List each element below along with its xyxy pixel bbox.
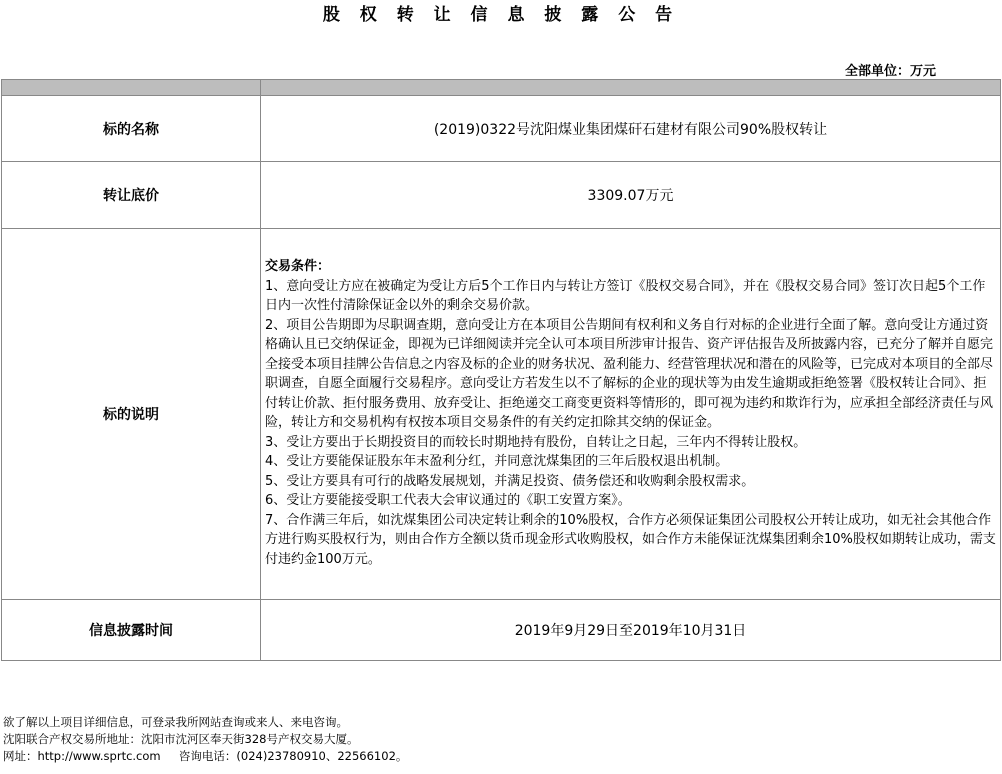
disclosure-table [1,79,1001,661]
conditions-title: 交易条件： [265,259,331,274]
row-target-name [2,96,1001,162]
row-description [2,229,1001,600]
condition-item: 3、受让方要出于长期投资目的而较长时期地持有股份，自转让之日起，三年内不得转让股权。 [265,434,807,450]
condition-item: 2、项目公告期即为尽职调查期，意向受让方在本项目公告期间有权利和义务自行对标的企业进行全面了解。意向受让方通过资格确认且已交纳保证金，即视为已详细阅读并完全认可本项目所涉审计报告、资产评估报告及所披露内容，已充分了解并自愿完全接受本项目挂牌公告信息之内容及标的企业的财务状况、盈利能力、经营管理状况和潜在的风险等，已完成对本项目的全部尽职调查，自愿全面履行交易程序。意向受让方若发生以不了解标的企业的现状等为由发生逾期或拒绝签署《股权转让合同》、拒付转让价款、拒付服务费用、放弃受让、拒绝递交工商变更资料等情形的，即可视为违约和欺诈行为，应承担全部经济责任与风险，转让方和交易机构有权按本项目交易条件的有关约定扣除其交纳的保证金。 [265,317,994,430]
base-price-value: 3309.07万元 [261,162,1001,229]
description-content [261,229,1001,600]
footer-line-contact: 网址：http://www.sprtc.com 咨询电话：(024)23780910、22566102。 [3,749,408,763]
unit-label: 全部单位：万元 [844,64,936,79]
row-disclosure-time [2,600,1001,661]
condition-item: 1、意向受让方应在被确定为受让方后5个工作日内与转让方签订《股权交易合同》，并在《股权交易合同》签订次日起5个工作日内一次性付清除保证金以外的剩余交易价款。 [265,278,986,313]
header-cell-left [2,80,261,96]
condition-item: 7、合作满三年后，如沈煤集团公司决定转让剩余的10%股权，合作方必须保证集团公司股权公开转让成功，如无社会其他合作方进行购买股权行为，则由合作方全额以货币现金形式收购股权，如合作方未能保证沈煤集团剩余10%股权如期转让成功，需支付违约金100万元。 [265,512,996,567]
target-name-value: (2019)0322号沈阳煤业集团煤矸石建材有限公司90%股权转让 [261,96,1001,162]
footer-line-address: 沈阳联合产权交易所地址：沈阳市沈河区奉天街328号产权交易大厦。 [3,732,359,746]
base-price-label: 转让底价 [2,162,261,229]
footer [3,714,407,765]
page-title: 股 权 转 让 信 息 披 露 公 告 [322,5,680,25]
condition-item: 5、受让方要具有可行的战略发展规划，并满足投资、债务偿还和收购剩余股权需求。 [265,473,755,489]
table-header-row [2,80,1001,96]
disclosure-time-value: 2019年9月29日至2019年10月31日 [261,600,1001,661]
condition-item: 4、受让方要能保证股东年末盈利分红，并同意沈煤集团的三年后股权退出机制。 [265,454,729,469]
target-name-label: 标的名称 [2,96,261,162]
description-label: 标的说明 [2,229,261,600]
row-base-price [2,162,1001,229]
disclosure-time-label: 信息披露时间 [2,600,261,661]
condition-item: 6、受让方要能接受职工代表大会审议通过的《职工安置方案》。 [265,493,631,508]
header-cell-right [261,80,1001,96]
footer-line-inquiry: 欲了解以上项目详细信息，可登录我所网站查询或来人、来电咨询。 [3,715,348,729]
